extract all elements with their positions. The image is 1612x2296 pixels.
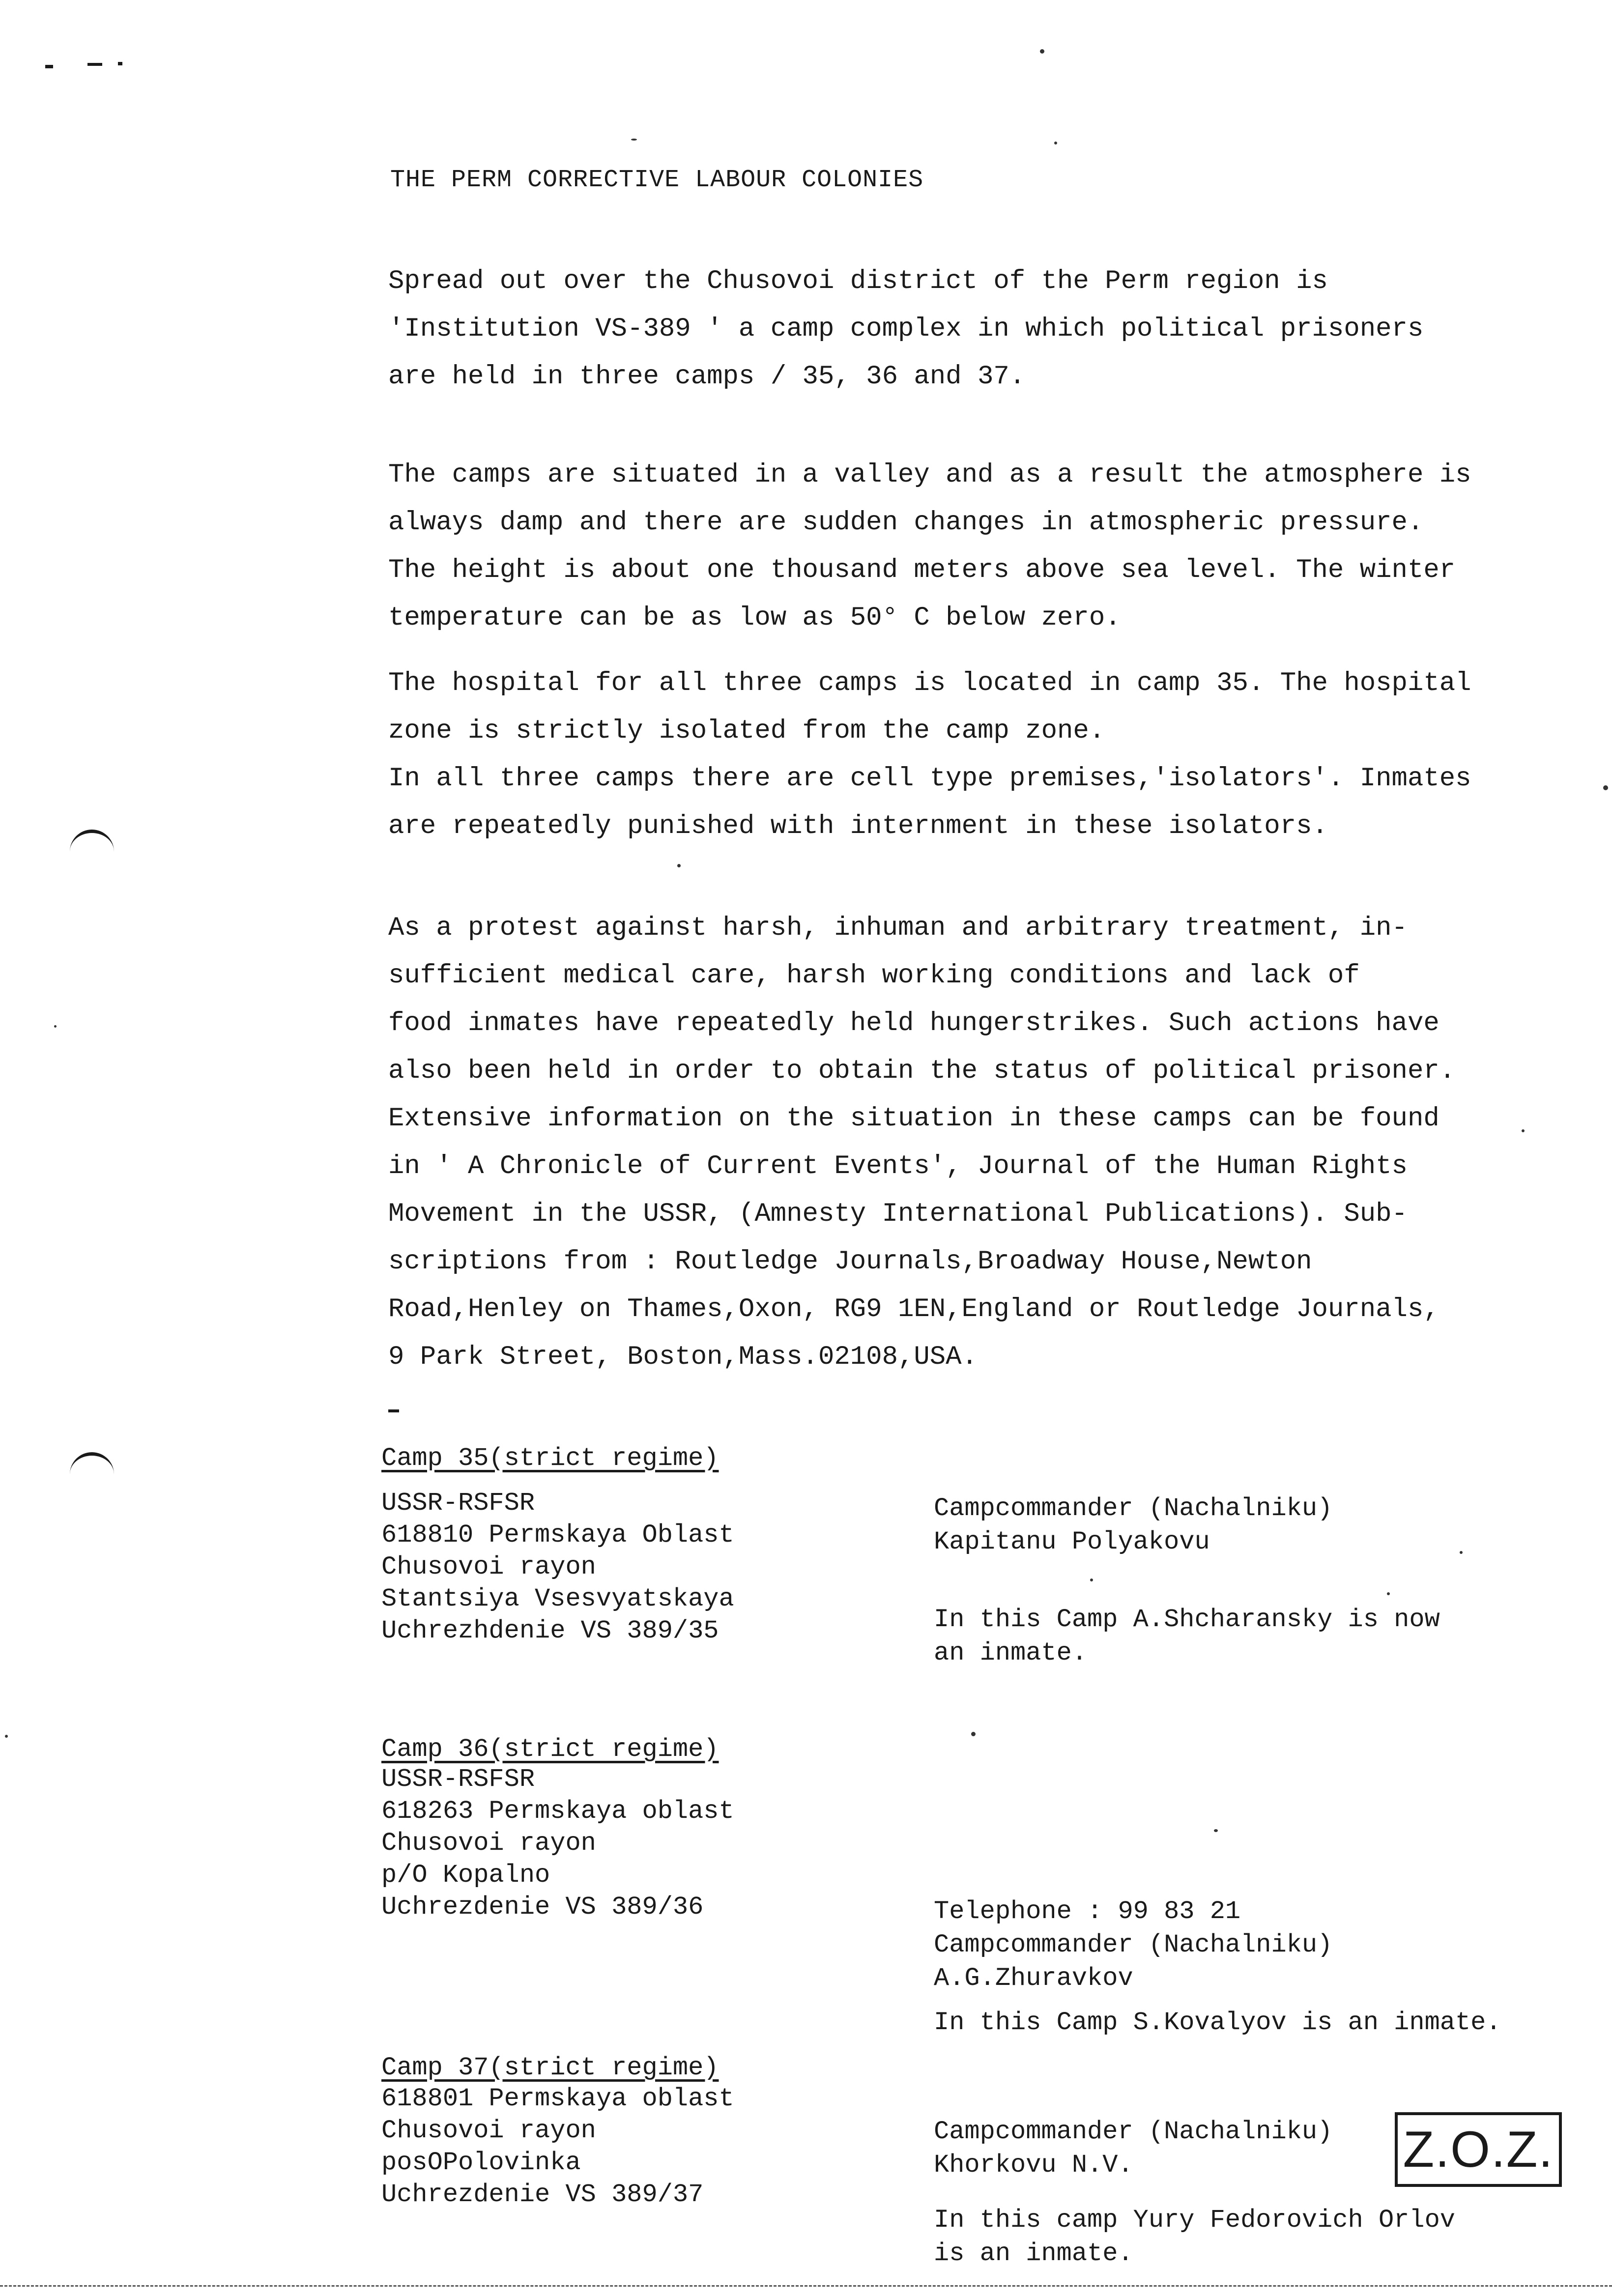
- address-line: USSR-RSFSR: [381, 1765, 535, 1794]
- paragraph-line: sufficient medical care, harsh working conditions and lack of: [388, 961, 1360, 991]
- stamp-text: Z.O.Z.: [1403, 2121, 1554, 2178]
- paragraph-line: Extensive information on the situation in these camps can be found: [388, 1104, 1439, 1134]
- paragraph-line: In all three camps there are cell type premises,'isolators'. Inmates: [388, 764, 1471, 794]
- zoz-stamp: [1395, 2112, 1562, 2187]
- address-line: p/O Kopalno: [381, 1861, 550, 1890]
- paragraph-line: As a protest against harsh, inhuman and arbitrary treatment, in-: [388, 913, 1408, 943]
- document-title: THE PERM CORRECTIVE LABOUR COLONIES: [390, 166, 924, 194]
- scan-speck: [1040, 49, 1044, 54]
- scan-speck: [1054, 142, 1057, 144]
- scan-speck: [5, 1735, 8, 1738]
- camp-36-address: [381, 1763, 734, 1923]
- camp-37-address: [381, 2083, 734, 2210]
- inmate-line: In this Camp A.Shcharansky is now: [934, 1605, 1440, 1634]
- scan-speck: [1387, 1592, 1390, 1595]
- camp-35-inmate-note: [934, 1603, 1440, 1670]
- paragraph-line: The camps are situated in a valley and as a result the atmosphere is: [388, 460, 1471, 490]
- camp-36-heading: Camp 36(strict regime): [381, 1735, 719, 1764]
- address-line: USSR-RSFSR: [381, 1489, 535, 1518]
- camp-35-address: [381, 1487, 734, 1647]
- camp-37-commander: [934, 2115, 1332, 2182]
- commander-line: A.G.Zhuravkov: [934, 1964, 1133, 1993]
- address-line: Chusovoi rayon: [381, 1552, 596, 1581]
- paragraph-line: Spread out over the Chusovoi district of the Perm region is: [388, 266, 1328, 296]
- inmate-line: In this camp Yury Fedorovich Orlov: [934, 2206, 1455, 2235]
- inmate-line: an inmate.: [934, 1638, 1088, 1667]
- inmate-line: is an inmate.: [934, 2239, 1133, 2268]
- inmate-line: In this Camp S.Kovalyov is an inmate.: [934, 2008, 1501, 2037]
- address-line: 618810 Permskaya Oblast: [381, 1521, 734, 1550]
- paragraph-intro: [388, 258, 1519, 401]
- paragraph-hospital: [388, 660, 1519, 850]
- address-line: Chusovoi rayon: [381, 2116, 596, 2145]
- paragraph-line: scriptions from : Routledge Journals,Broadway House,Newton: [388, 1247, 1312, 1277]
- paragraph-line: The height is about one thousand meters above sea level. The winter: [388, 555, 1456, 585]
- camp-35-heading: Camp 35(strict regime): [381, 1444, 719, 1473]
- camp-36-commander: [934, 1895, 1332, 1995]
- page-bottom-edge: [0, 2285, 1612, 2287]
- address-line: Uchrezhdenie VS 389/35: [381, 1616, 719, 1645]
- paragraph-line: Movement in the USSR, (Amnesty International Publications). Sub-: [388, 1199, 1408, 1229]
- commander-line: Campcommander (Nachalniku): [934, 1494, 1333, 1523]
- paragraph-line: zone is strictly isolated from the camp zone.: [388, 716, 1105, 746]
- scan-speck: [1214, 1829, 1218, 1832]
- paragraph-line: are held in three camps / 35, 36 and 37.: [388, 362, 1026, 392]
- punch-hole-arc: [70, 1452, 114, 1485]
- scan-mark: [45, 65, 53, 68]
- scan-speck: [677, 864, 681, 867]
- address-line: Chusovoi rayon: [381, 1829, 596, 1858]
- commander-line: Khorkovu N.V.: [934, 2151, 1133, 2180]
- camp-37-inmate-note: [934, 2204, 1455, 2270]
- paragraph-line: 'Institution VS-389 ' a camp complex in which political prisoners: [388, 314, 1424, 344]
- punch-hole-arc: [70, 830, 114, 862]
- scan-speck: [1090, 1578, 1093, 1581]
- address-line: Uchrezdenie VS 389/37: [381, 2180, 704, 2209]
- paragraph-line: also been held in order to obtain the status of political prisoner.: [388, 1056, 1456, 1086]
- address-line: Stantsiya Vsesvyatskaya: [381, 1584, 734, 1613]
- camp-36-inmate-note: [934, 2006, 1501, 2039]
- paragraph-line: The hospital for all three camps is located in camp 35. The hospital: [388, 668, 1471, 698]
- scan-speck: [1460, 1551, 1463, 1554]
- scan-mark: [87, 63, 102, 66]
- paragraph-line: in ' A Chronicle of Current Events', Journal of the Human Rights: [388, 1151, 1408, 1181]
- commander-line: Kapitanu Polyakovu: [934, 1527, 1210, 1556]
- camp-37-heading: Camp 37(strict regime): [381, 2053, 719, 2082]
- paragraph-climate: [388, 451, 1519, 642]
- scan-speck: [971, 1732, 976, 1736]
- commander-line: Campcommander (Nachalniku): [934, 2117, 1333, 2146]
- paragraph-line: temperature can be as low as 50° C below zero.: [388, 603, 1121, 633]
- scan-speck: [631, 139, 637, 141]
- address-line: Uchrezdenie VS 389/36: [381, 1893, 704, 1922]
- scan-mark: [388, 1409, 399, 1412]
- paragraph-line: 9 Park Street, Boston,Mass.02108,USA.: [388, 1342, 978, 1372]
- camp-35-commander: [934, 1492, 1332, 1559]
- scan-speck: [1522, 1129, 1525, 1132]
- paragraph-line: food inmates have repeatedly held hungerstrikes. Such actions have: [388, 1008, 1439, 1038]
- scan-speck: [1603, 785, 1608, 790]
- paragraph-protest: [388, 904, 1519, 1381]
- paragraph-line: always damp and there are sudden changes in atmospheric pressure.: [388, 508, 1424, 538]
- scan-speck: [54, 1025, 57, 1028]
- paragraph-line: Road,Henley on Thames,Oxon, RG9 1EN,England or Routledge Journals,: [388, 1294, 1439, 1324]
- address-line: 618263 Permskaya oblast: [381, 1797, 734, 1826]
- commander-line: Campcommander (Nachalniku): [934, 1930, 1333, 1959]
- scan-mark: [118, 62, 122, 65]
- paragraph-line: are repeatedly punished with internment in these isolators.: [388, 811, 1328, 841]
- commander-line: Telephone : 99 83 21: [934, 1897, 1241, 1926]
- address-line: 618801 Permskaya oblast: [381, 2084, 734, 2113]
- address-line: posOPolovinka: [381, 2148, 581, 2177]
